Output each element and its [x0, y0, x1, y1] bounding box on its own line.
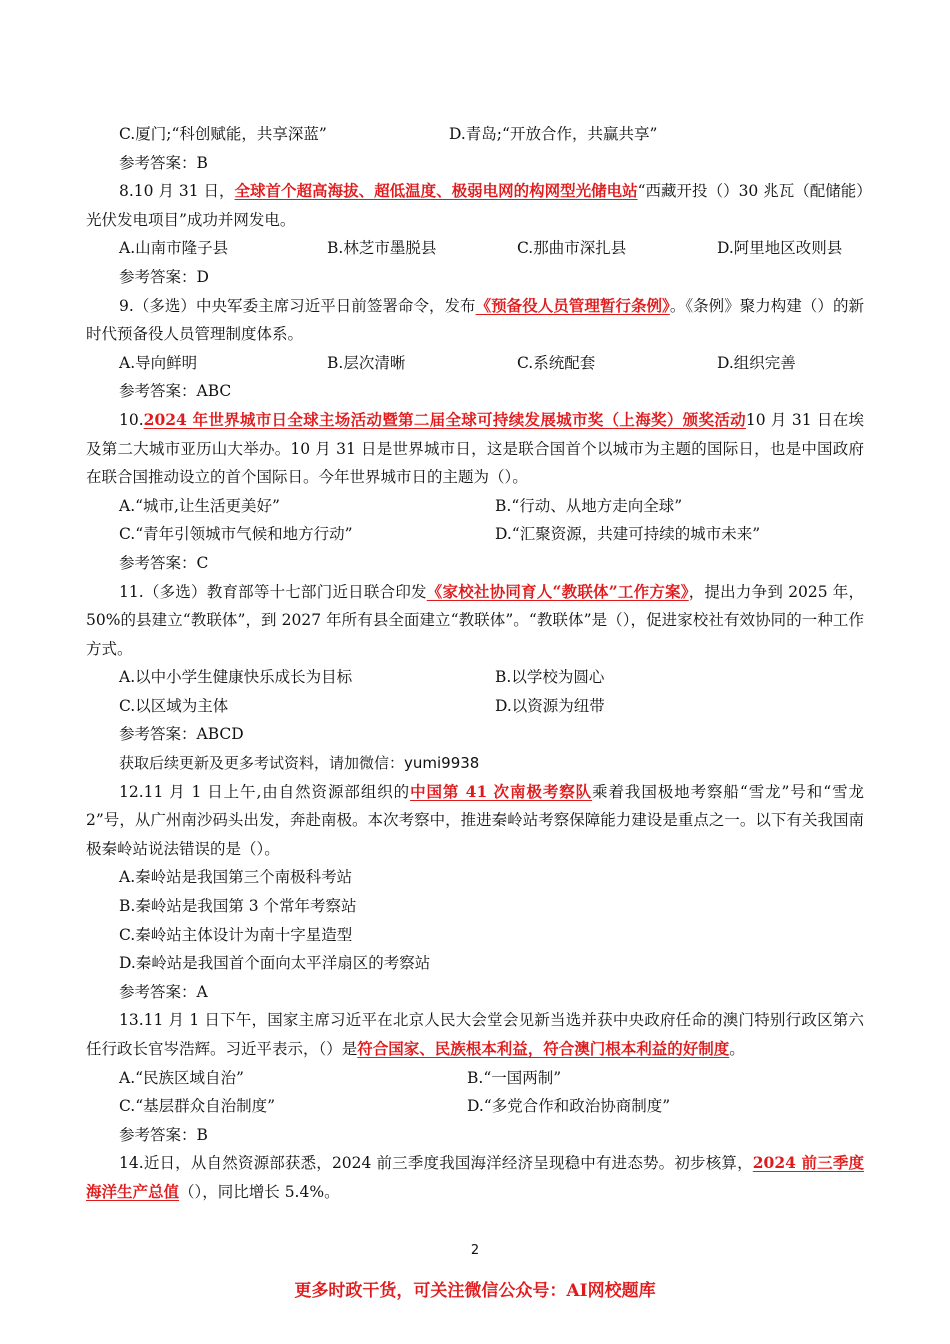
q9-option-c: C.系统配套: [517, 353, 596, 372]
q7-options: [86, 120, 864, 149]
q8-options: [86, 234, 864, 263]
q11-option-a: A.以中小学生健康快乐成长为目标: [119, 668, 353, 687]
q9-highlight: 《预备役人员管理暂行条例》: [475, 295, 670, 315]
q13-option-b: B.“一国两制”: [467, 1068, 562, 1087]
q10-answer: 参考答案：C: [119, 553, 209, 572]
q11-option-d: D.以资源为纽带: [495, 696, 605, 715]
q9-question: 9.（多选）中央军委主席习近平日前签署命令，发布《预备役人员管理暂行条例》。《条例》聚力构建（）的新时代预备役人员管理制度体系。: [86, 295, 864, 344]
q8-option-d: D.阿里地区改则县: [717, 239, 843, 258]
q10-options-row1: [86, 492, 864, 521]
q7-answer: 参考答案：B: [119, 153, 208, 172]
footer-banner: 更多时政干货，可关注微信公众号：AI网校题库: [294, 1281, 656, 1301]
q8-option-b: B.林芝市墨脱县: [327, 239, 437, 258]
q11-answer: 参考答案：ABCD: [119, 725, 244, 744]
q8-question: 8.10 月 31 日，全球首个超高海拔、超低温度、极弱电网的构网型光储电站“西藏开投（）30 兆瓦（配储能）光伏发电项目”成功并网发电。: [86, 181, 864, 229]
q10-option-d: D.“汇聚资源，共建可持续的城市未来”: [495, 525, 761, 544]
q13-option-c: C.“基层群众自治制度”: [119, 1097, 276, 1116]
q10-question: 10.2024 年世界城市日全球主场活动暨第二届全球可持续发展城市奖（上海奖）颁奖活动10 月 31 日在埃及第二大城市亚历山大举办。10 月 31 日是世界城市日，这是联合国首个以城市为主题的国际日，也是中国政府在联合国推动设立的首个国际日。今年世界城市日的主题为（）。: [86, 409, 865, 487]
q14-question: 14.近日，从自然资源部获悉，2024 前三季度我国海洋经济呈现稳中有进态势。初步核算，2024 前三季度海洋生产总值（），同比增长 5.4%。: [86, 1153, 864, 1201]
q13-highlight: 符合国家、民族根本利益，符合澳门根本利益的好制度: [357, 1039, 730, 1058]
q9-options: [86, 349, 864, 378]
q14-highlight: 2024 前三季度海洋生产总值: [86, 1153, 864, 1201]
q11-option-b: B.以学校为圆心: [495, 668, 605, 687]
q12-question: 12.11 月 1 日上午,由自然资源部组织的中国第 41 次南极考察队乘着我国极地考察船“雪龙”号和“雪龙 2”号，从广州南沙码头出发，奔赴南极。本次考察中，推进秦岭站考察保障能力建设是重点之一。以下有关我国南极秦岭站说法错误的是（）。: [86, 781, 864, 858]
q10-option-a: A.“城市,让生活更美好”: [119, 496, 280, 515]
q12-option-a: A.秦岭站是我国第三个南极科考站: [119, 868, 353, 887]
q12-highlight: 中国第 41 次南极考察队: [410, 781, 593, 801]
promo-line: 获取后续更新及更多考试资料，请加微信：yumi9938: [119, 754, 480, 773]
q10-options-row2: [86, 520, 864, 549]
q13-question: 13.11 月 1 日下午，国家主席习近平在北京人民大会堂会见新当选并获中央政府任命的澳门特别行政区第六任行政长官岑浩辉。习近平表示，（）是符合国家、民族根本利益，符合澳门根本利益的好制度。: [86, 1011, 864, 1058]
q8-highlight: 全球首个超高海拔、超低温度、极弱电网的构网型光储电站: [234, 181, 638, 201]
q10-highlight: 2024 年世界城市日全球主场活动暨第二届全球可持续发展城市奖（上海奖）颁奖活动: [143, 409, 746, 429]
q8-option-a: A.山南市隆子县: [119, 239, 229, 258]
q11-options-row1: [86, 663, 864, 692]
q8-option-c: C.那曲市深扎县: [517, 239, 627, 258]
q8-answer: 参考答案：D: [119, 267, 209, 286]
q12-option-b: B.秦岭站是我国第 3 个常年考察站: [119, 897, 357, 916]
q12-option-d: D.秦岭站是我国首个面向太平洋扇区的考察站: [119, 954, 431, 973]
q9-answer: 参考答案：ABC: [119, 382, 232, 401]
q10-option-b: B.“行动、从地方走向全球”: [495, 496, 683, 515]
q12-option-c: C.秦岭站主体设计为南十字星造型: [119, 925, 353, 944]
q7-option-c: C.厦门;“科创赋能，共享深蓝”: [119, 125, 327, 143]
q13-options-row1: [86, 1064, 864, 1093]
q13-option-a: A.“民族区域自治”: [119, 1068, 244, 1087]
document-body: [86, 120, 864, 1207]
q13-option-d: D.“多党合作和政治协商制度”: [467, 1097, 671, 1116]
page-number: 2: [470, 1243, 480, 1258]
q9-option-d: D.组织完善: [717, 353, 796, 372]
q10-option-c: C.“青年引领城市气候和地方行动”: [119, 525, 353, 544]
q13-answer: 参考答案：B: [119, 1125, 208, 1144]
q11-option-c: C.以区域为主体: [119, 696, 229, 715]
q13-options-row2: [86, 1092, 864, 1121]
q11-options-row2: [86, 692, 864, 721]
q9-option-b: B.层次清晰: [327, 353, 406, 372]
q11-question: 11.（多选）教育部等十七部门近日联合印发《家校社协同育人“教联体”工作方案》，提出力争到 2025 年，50%的县建立“教联体”，到 2027 年所有县全面建立“教联体”。“教联体”是（），促进家校社有效协同的一种工作方式。: [86, 581, 864, 658]
q9-option-a: A.导向鲜明: [119, 353, 198, 372]
q7-option-d: D.青岛;“开放合作，共赢共享”: [449, 125, 658, 143]
q12-answer: 参考答案：A: [119, 982, 208, 1001]
q11-highlight: 《家校社协同育人“教联体”工作方案》: [426, 581, 689, 601]
